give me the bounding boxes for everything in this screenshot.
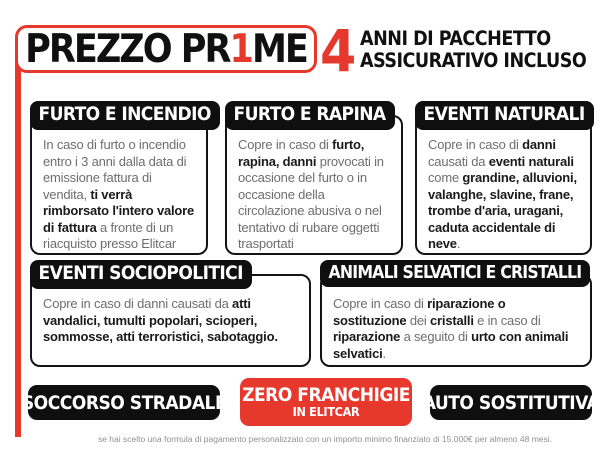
card-furto-e-rapina (225, 103, 403, 255)
subtitle-line-2: ASSICURATIVO INCLUSO (360, 48, 587, 72)
card-eventi-naturali (415, 103, 592, 255)
title-highlight-1: 1 (229, 26, 252, 72)
card-body-eventi-sociopolitici: Copre in caso di danni causati da atti vandalici, tumulti popolari, scioperi, sommosse, atti terroristici, sabotaggio. (43, 296, 278, 344)
card-title-furto-e-rapina: FURTO E RAPINA (225, 101, 395, 130)
big-number-4: 4 (320, 17, 355, 85)
card-body-eventi-naturali: Copre in caso di danni causati da eventi naturali come grandine, alluvioni, valanghe, slavine, frane, trombe d'aria, uragani, caduta accidentale di neve. (428, 137, 577, 251)
card-body-animali-selvatici-e-cristalli: Copre in caso di riparazione o sostituzione dei cristalli e in caso di riparazione a seguito di urto con animali selvatici. (333, 296, 569, 361)
badge-auto-sostitutiva: AUTO SOSTITUTIVA (430, 385, 592, 420)
prezzo-prime-badge (15, 25, 317, 73)
card-title-animali-selvatici-e-cristalli: ANIMALI SELVATICI E CRISTALLI (320, 260, 591, 287)
badge-soccorso-stradale: SOCCORSO STRADALE (28, 385, 220, 420)
footer-disclaimer: se hai scelto una formula di pagamento personalizzato con un importo minimo finanziato di 15.000€ per almeno 48 mesi. (97, 434, 553, 444)
zero-franchigie-line-2: IN ELITCAR (292, 404, 360, 419)
card-eventi-sociopolitici (30, 262, 311, 367)
page-title (25, 26, 307, 72)
card-body-furto-e-incendio: In caso di furto o incendio entro i 3 anni dalla data di emissione fattura di vendita, ti verrà rimborsato l'intero valore di fattura a fronte di un riacquisto presso Elitcar (43, 137, 195, 251)
red-accent-bar (15, 60, 21, 437)
zero-franchigie-line-1: ZERO FRANCHIGIE (242, 384, 410, 406)
card-furto-e-incendio (30, 103, 211, 255)
subtitle-line-1: ANNI DI PACCHETTO (360, 27, 551, 50)
title-part-1: PREZZO PR (25, 26, 230, 72)
badge-zero-franchigie (240, 378, 412, 426)
card-animali-selvatici-e-cristalli (320, 263, 592, 367)
card-body-furto-e-rapina: Copre in caso di furto, rapina, danni provocati in occasione del furto o in occasione della circolazione abusiva o nel tentativo di rubare oggetti trasportati (238, 137, 384, 251)
card-title-eventi-naturali: EVENTI NATURALI (415, 101, 594, 130)
card-title-furto-e-incendio: FURTO E INCENDIO (30, 101, 220, 130)
header-subtitle (360, 28, 586, 71)
card-title-eventi-sociopolitici: EVENTI SOCIOPOLITICI (30, 260, 252, 289)
title-part-2: ME (251, 26, 307, 72)
